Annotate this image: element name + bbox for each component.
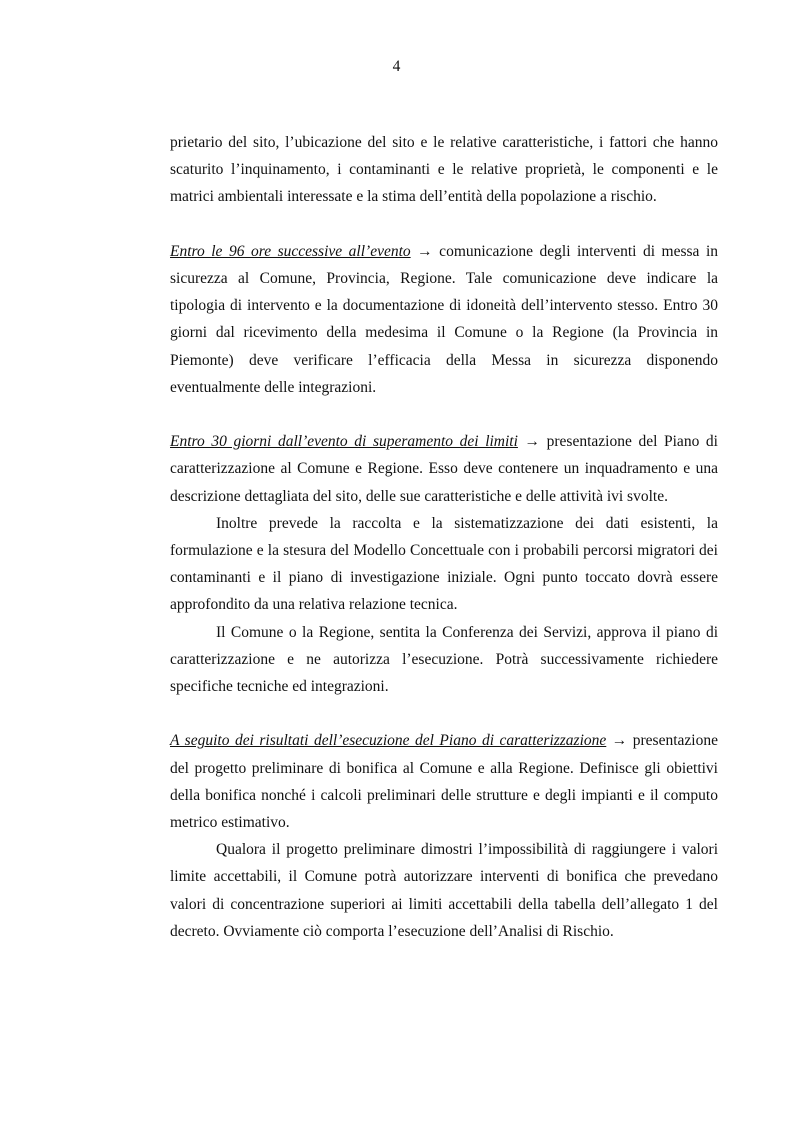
paragraph-gap [170,700,718,727]
paragraph-text: → comunicazione degli interventi di messa in sicurezza al Comune, Provincia, Regione. Tale comunicazione deve indicare la tipologia di intervento e la documentazione di idoneità dell’intervento stesso. Entro 30 giorni dal ricevimento della medesima il Comune o la Regione (la Provincia in Piemonte) deve verificare l’efficacia della Messa in sicurezza disponendo eventualmente delle integrazioni. [170,242,718,396]
paragraph-risk-analysis [170,836,718,945]
paragraph-data-collection [170,510,718,619]
paragraph-gap [170,211,718,238]
paragraph-site-description [170,129,718,211]
paragraph-lead-deadline: A seguito dei risultati dell’esecuzione del Piano di caratterizzazione [170,732,607,750]
paragraph-text: → presentazione del Piano di caratterizzazione al Comune e Regione. Esso deve contenere un inquadramento e una descrizione dettagliata del sito, delle sue caratteristiche e delle attività ivi svolte. [170,433,718,505]
paragraph-lead-deadline: Entro 30 giorni dall’evento di superamento dei limiti [170,433,518,451]
document-body [170,129,718,945]
paragraph-text: prietario del sito, l’ubicazione del sito e le relative caratteristiche, i fattori che hanno scaturito l’inquinamento, i contaminanti e le relative proprietà, le componenti e le matrici ambientali interessate e la stima dell’entità della popolazione a rischio. [170,134,718,206]
paragraph-preliminary-project [170,727,718,836]
paragraph-96-hours [170,238,718,401]
paragraph-30-days [170,428,718,510]
paragraph-text: Inoltre prevede la raccolta e la sistematizzazione dei dati esistenti, la formulazione e la stesura del Modello Concettuale con i probabili percorsi migratori dei contaminanti e il piano di investigazione iniziale. Ogni punto toccato dovrà essere approfondito da una relativa relazione tecnica. [170,514,718,614]
paragraph-gap [170,401,718,428]
page-number: 4 [392,58,401,75]
paragraph-text: Il Comune o la Regione, sentita la Conferenza dei Servizi, approva il piano di caratterizzazione e ne autorizza l’esecuzione. Potrà successivamente richiedere specifiche tecniche ed integrazioni. [170,623,718,696]
paragraph-lead-deadline: Entro le 96 ore successive all’evento [170,242,411,260]
paragraph-text: → presentazione del progetto preliminare di bonifica al Comune e alla Regione. Definisce gli obiettivi della bonifica nonché i calcoli preliminari delle strutture e degli impianti e il computo metrico estimativo. [170,732,718,832]
paragraph-approval [170,619,718,701]
paragraph-text: Qualora il progetto preliminare dimostri l’impossibilità di raggiungere i valori limite accettabili, il Comune potrà autorizzare interventi di bonifica che prevedano valori di concentrazione superiori ai limiti accettabili della tabella dell’allegato 1 del decreto. Ovviamente ciò comporta l’esecuzione dell’Analisi di Rischio. [170,841,718,940]
